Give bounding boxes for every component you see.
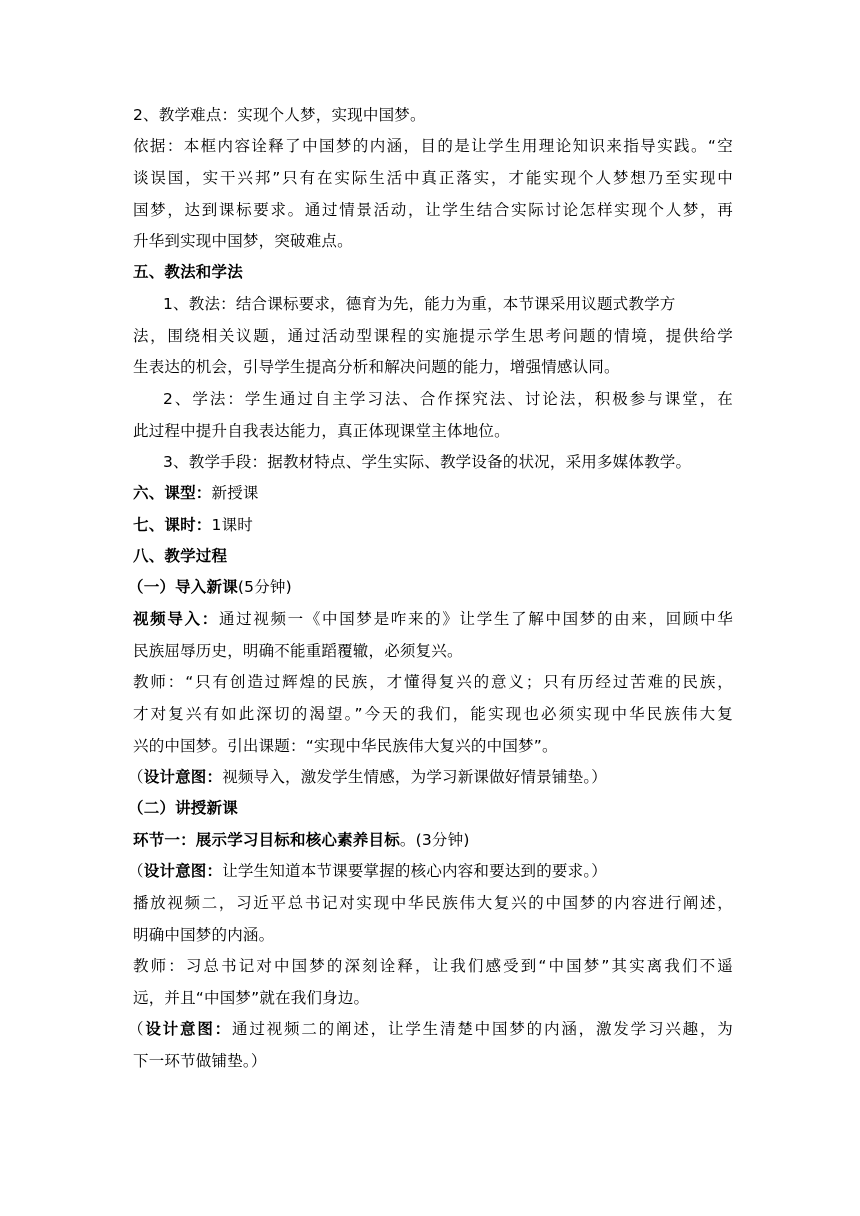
teaching-method-line-2: 法，围绕相关议题，通过活动型课程的实施提示学生思考问题的情境，提供给学 [133,327,733,345]
section-heading-process: 八、教学过程 [133,547,228,565]
lesson-hours-value: 1课时 [211,516,253,534]
learning-method-line-1: 2、学法：学生通过自主学习法、合作探究法、讨论法，积极参与课堂，在 [163,390,733,408]
video-intro-label: 视频导入： [133,610,219,628]
teacher-comment-line-2: 远，并且“中国梦”就在我们身边。 [133,989,370,1007]
step-one-label: 环节一：展示学习目标和核心素养目标 [133,831,400,849]
lesson-type-line [133,483,733,503]
teacher-quote-line-1: 教师：“只有创造过辉煌的民族，才懂得复兴的意义；只有历经过苦难的民族， [133,673,733,691]
teaching-method-line-3: 生表达的机会，引导学生提高分析和解决问题的能力，增强情感认同。 [133,358,620,376]
teacher-quote-line-2: 才对复兴有如此深切的渴望。”今天的我们，能实现也必须实现中华民族伟大复 [133,705,733,723]
intro-heading: （一）导入新课 [128,578,238,596]
video-intro-text: 通过视频一《中国梦是咋来的》让学生了解中国梦的由来，回顾中华 [218,610,733,628]
design-intent-3-label: 设计意图： [145,1019,233,1038]
step-one-line [133,830,733,850]
design-intent-2-label: 设计意图： [143,861,223,880]
lesson-type-label: 六、课型： [133,484,212,502]
video-intro-line-1 [133,609,733,629]
teaching-means-line: 3、教学手段：据教材特点、学生实际、教学设备的状况，采用多媒体教学。 [163,453,692,471]
intro-heading-line [128,577,728,597]
design-intent-1 [128,767,728,787]
design-intent-2 [128,861,728,881]
basis-paragraph-line-1: 依据：本框内容诠释了中国梦的内涵，目的是让学生用理论知识来指导实践。“空 [133,137,733,155]
teaching-difficulty-line: 2、教学难点：实现个人梦，实现中国梦。 [133,106,426,124]
step-one-duration: 。(3分钟) [399,831,470,849]
lesson-hours-line [133,515,733,535]
intro-duration: (5分钟) [237,578,292,596]
lesson-type-value: 新授课 [211,484,259,502]
learning-method-line-2: 此过程中提升自我表达能力，真正体现课堂主体地位。 [133,422,510,440]
design-intent-1-text: 视频导入，激发学生情感，为学习新课做好情景铺垫。） [222,768,607,786]
teaching-method-line-1: 1、教法：结合课标要求，德育为先，能力为重，本节课采用议题式教学方 [163,295,676,313]
design-intent-3-line-2: 下一环节做铺垫。） [133,1052,267,1070]
design-intent-3-text: 通过视频二的阐述，让学生清楚中国梦的内涵，激发学习兴趣，为 [232,1020,733,1038]
design-intent-2-text: 让学生知道本节课要掌握的核心内容和要达到的要求。） [222,862,607,880]
teacher-comment-line-1: 教师：习总书记对中国梦的深刻诠释，让我们感受到“中国梦”其实离我们不遥 [133,957,733,975]
new-lesson-heading: （二）讲授新课 [128,799,238,817]
basis-paragraph-line-2: 谈误国，实干兴邦”只有在实际生活中真正落实，才能实现个人梦想乃至实现中 [133,169,733,187]
design-intent-1-label: 设计意图： [143,767,223,786]
section-heading-methods: 五、教法和学法 [133,263,243,281]
design-intent-2-open: （ [128,862,144,880]
video-two-line-2: 明确中国梦的内涵。 [133,926,275,944]
video-two-line-1: 播放视频二，习近平总书记对实现中华民族伟大复兴的中国梦的内容进行阐述， [133,894,733,912]
basis-paragraph-line-4: 升华到实现中国梦，突破难点。 [133,232,353,250]
video-intro-line-2: 民族屈辱历史，明确不能重蹈覆辙，必须复兴。 [133,642,463,660]
design-intent-3-open: （ [128,1020,146,1038]
teacher-quote-line-3: 兴的中国梦。引出课题：“实现中华民族伟大复兴的中国梦”。 [133,737,558,755]
basis-paragraph-line-3: 国梦，达到课标要求。通过情景活动，让学生结合实际讨论怎样实现个人梦，再 [133,201,733,219]
lesson-hours-label: 七、课时： [133,516,212,534]
design-intent-1-open: （ [128,768,144,786]
design-intent-3-line-1 [128,1019,733,1039]
